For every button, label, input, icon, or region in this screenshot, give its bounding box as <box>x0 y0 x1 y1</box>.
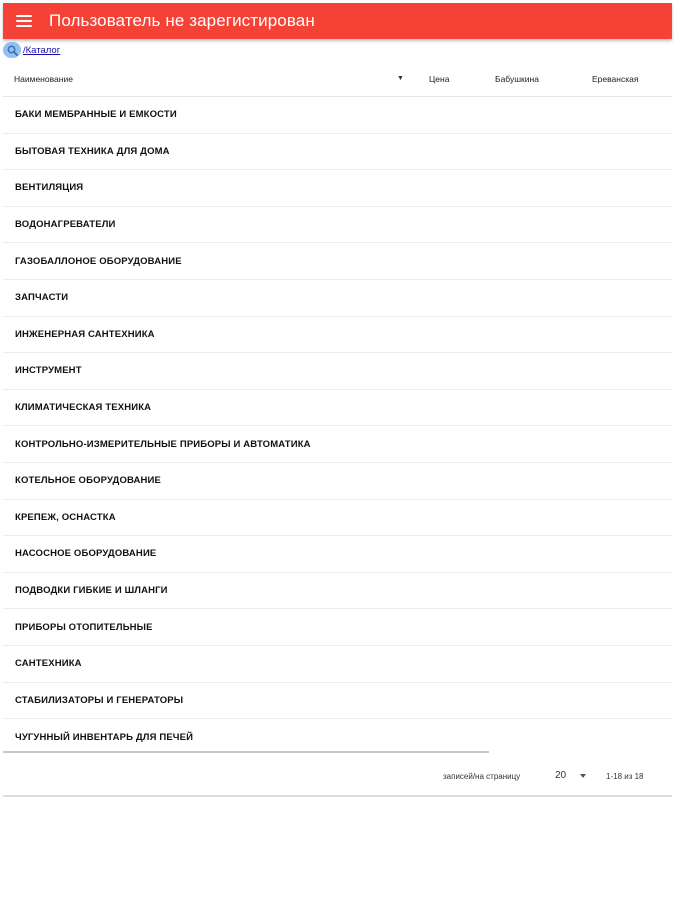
category-name: ЧУГУННЫЙ ИНВЕНТАРЬ ДЛЯ ПЕЧЕЙ <box>15 731 194 743</box>
table-row[interactable] <box>3 536 672 573</box>
table-row[interactable] <box>3 573 672 610</box>
category-name: КОНТРОЛЬНО-ИЗМЕРИТЕЛЬНЫЕ ПРИБОРЫ И АВТОМАТИКА <box>15 438 311 450</box>
breadcrumb <box>3 42 60 58</box>
category-name: ИНСТРУМЕНТ <box>15 365 82 377</box>
table-header <box>3 61 672 97</box>
table-row[interactable] <box>3 170 672 207</box>
category-name: ИНЖЕНЕРНАЯ САНТЕХНИКА <box>15 328 155 340</box>
column-header-name[interactable]: Наименование <box>14 73 73 84</box>
catalog-table <box>3 61 672 756</box>
category-name: ЗАПЧАСТИ <box>15 292 69 304</box>
category-name: НАСОСНОЕ ОБОРУДОВАНИЕ <box>15 548 157 560</box>
column-header-erevanskaya[interactable]: Ереванская <box>592 73 639 84</box>
search-icon <box>7 45 18 56</box>
category-name: КРЕПЕЖ, ОСНАСТКА <box>15 511 116 523</box>
sort-arrow-icon[interactable]: ▼ <box>397 75 404 82</box>
table-row[interactable] <box>3 390 672 427</box>
table-row[interactable] <box>3 280 672 317</box>
table-row[interactable] <box>3 207 672 244</box>
category-name: ПОДВОДКИ ГИБКИЕ И ШЛАНГИ <box>15 585 168 597</box>
table-row[interactable] <box>3 317 672 354</box>
search-button[interactable] <box>3 42 21 58</box>
pagination-range: 1-18 из 18 <box>606 772 644 781</box>
table-row[interactable] <box>3 243 672 280</box>
category-name: ВЕНТИЛЯЦИЯ <box>15 182 84 194</box>
table-row[interactable] <box>3 646 672 683</box>
rows-per-page-select[interactable]: 20 <box>555 770 567 781</box>
horizontal-scrollbar[interactable] <box>3 751 489 753</box>
category-name: БЫТОВАЯ ТЕХНИКА ДЛЯ ДОМА <box>15 145 170 157</box>
column-header-babushkina[interactable]: Бабушкина <box>495 73 539 84</box>
breadcrumb-link-catalog[interactable]: /Каталог <box>23 44 61 56</box>
table-body <box>3 97 672 756</box>
table-row[interactable] <box>3 500 672 537</box>
category-name: СТАБИЛИЗАТОРЫ И ГЕНЕРАТОРЫ <box>15 694 184 706</box>
table-row[interactable] <box>3 97 672 134</box>
category-name: ВОДОНАГРЕВАТЕЛИ <box>15 219 116 231</box>
category-name: ПРИБОРЫ ОТОПИТЕЛЬНЫЕ <box>15 621 153 633</box>
app-title: Пользователь не зарегистирован <box>49 11 315 30</box>
dropdown-arrow-icon[interactable] <box>580 774 586 778</box>
pagination-footer <box>3 755 672 797</box>
table-row[interactable] <box>3 463 672 500</box>
app-bar <box>3 3 672 39</box>
table-row[interactable] <box>3 609 672 646</box>
category-name: КЛИМАТИЧЕСКАЯ ТЕХНИКА <box>15 402 152 414</box>
rows-per-page-label: записей/на страницу <box>443 772 521 781</box>
table-row[interactable] <box>3 134 672 171</box>
table-row[interactable] <box>3 426 672 463</box>
table-row[interactable] <box>3 353 672 390</box>
category-name: ГАЗОБАЛЛОНОЕ ОБОРУДОВАНИЕ <box>15 255 182 267</box>
column-header-price[interactable]: Цена <box>429 73 450 84</box>
hamburger-menu-icon[interactable] <box>16 15 32 27</box>
category-name: САНТЕХНИКА <box>15 658 82 670</box>
category-name: КОТЕЛЬНОЕ ОБОРУДОВАНИЕ <box>15 475 162 487</box>
category-name: БАКИ МЕМБРАННЫЕ И ЕМКОСТИ <box>15 109 177 121</box>
table-row[interactable] <box>3 683 672 720</box>
